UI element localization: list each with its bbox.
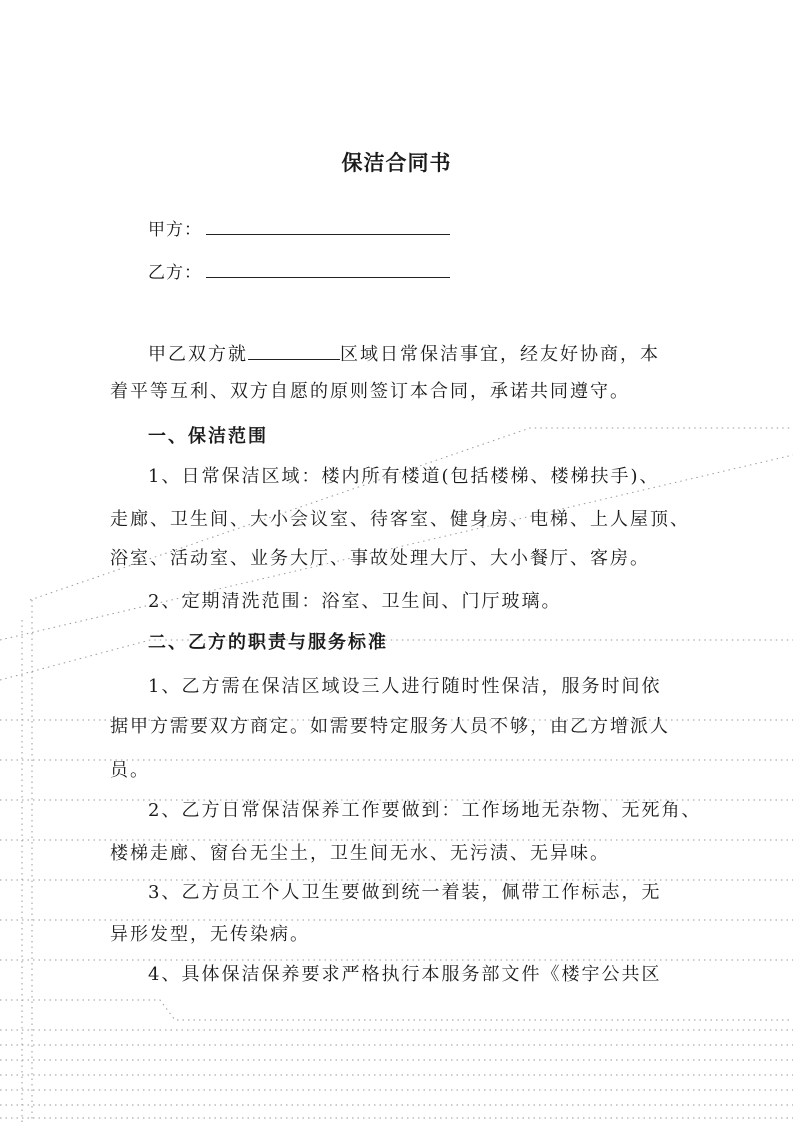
section2-heading: 二、乙方的职责与服务标准 xyxy=(148,632,388,653)
intro-line-1: 甲乙双方就 区域日常保洁事宜，经友好协商，本 xyxy=(148,344,660,365)
section2-item1-line3: 员。 xyxy=(110,760,150,781)
section1-item2: 2、定期清洗范围：浴室、卫生间、门厅玻璃。 xyxy=(148,591,562,612)
party-b-label: 乙方： xyxy=(148,263,202,283)
section1-item1-line2: 走廊、卫生间、大小会议室、待客室、健身房、电梯、上人屋顶、 xyxy=(110,509,690,530)
section2-item1-line2: 据甲方需要双方商定。如需要特定服务人员不够，由乙方增派人 xyxy=(110,716,670,737)
section2-item1-line1: 1、乙方需在保洁区域设三人进行随时性保洁，服务时间依 xyxy=(148,676,662,697)
section2-item3-line2: 异形发型，无传染病。 xyxy=(110,924,310,945)
region-blank xyxy=(248,345,340,360)
section2-item2-line1: 2、乙方日常保洁保养工作要做到：工作场地无杂物、无死角、 xyxy=(148,800,702,821)
section1-heading: 一、保洁范围 xyxy=(148,426,268,447)
section1-item1-line1: 1、日常保洁区域：楼内所有楼道(包括楼梯、楼梯扶手)、 xyxy=(148,466,660,487)
section2-item3-line1: 3、乙方员工个人卫生要做到统一着装，佩带工作标志，无 xyxy=(148,882,662,903)
party-b-blank xyxy=(206,276,450,278)
section1-item1-line3: 浴室、活动室、业务大厅、事故处理大厅、大小餐厅、客房。 xyxy=(110,548,650,569)
party-a-label: 甲方： xyxy=(148,220,202,240)
section2-item4-line1: 4、具体保洁保养要求严格执行本服务部文件《楼宇公共区 xyxy=(148,964,662,985)
party-a-blank xyxy=(206,233,450,235)
party-b-line xyxy=(148,258,450,283)
section2-item2-line2: 楼梯走廊、窗台无尘土，卫生间无水、无污渍、无异味。 xyxy=(110,843,610,864)
party-a-line xyxy=(148,215,450,240)
document-title: 保洁合同书 xyxy=(341,151,452,175)
intro-line-2: 着平等互利、双方自愿的原则签订本合同，承诺共同遵守。 xyxy=(110,381,630,402)
